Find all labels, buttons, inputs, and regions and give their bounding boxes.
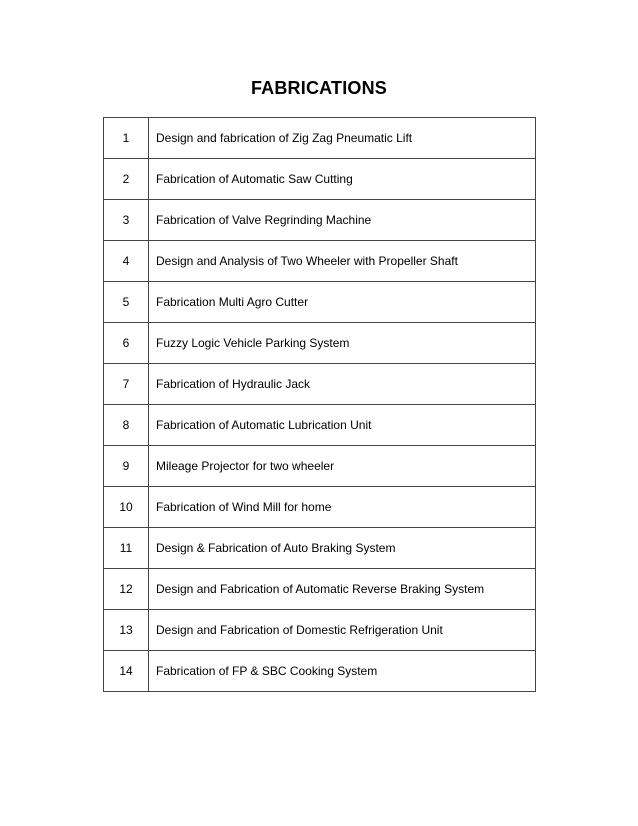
- table-row: [104, 323, 536, 364]
- table-row: [104, 159, 536, 200]
- row-description: Design and Fabrication of Automatic Reverse Braking System: [149, 569, 536, 610]
- row-description: Fabrication of Wind Mill for home: [149, 487, 536, 528]
- page-title: FABRICATIONS: [250, 78, 388, 98]
- row-description: Fabrication of Hydraulic Jack: [149, 364, 536, 405]
- table-row: [104, 446, 536, 487]
- row-description: Fabrication of Valve Regrinding Machine: [149, 200, 536, 241]
- row-number: 14: [104, 651, 149, 692]
- row-description: Fabrication of Automatic Lubrication Unit: [149, 405, 536, 446]
- row-description: Design and Fabrication of Domestic Refrigeration Unit: [149, 610, 536, 651]
- table-row: [104, 282, 536, 323]
- table-row: [104, 200, 536, 241]
- table-row: [104, 405, 536, 446]
- row-description: Fabrication of FP & SBC Cooking System: [149, 651, 536, 692]
- row-number: 7: [104, 364, 149, 405]
- row-description: Design and fabrication of Zig Zag Pneumatic Lift: [149, 118, 536, 159]
- row-number: 12: [104, 569, 149, 610]
- row-number: 13: [104, 610, 149, 651]
- row-number: 4: [104, 241, 149, 282]
- row-number: 3: [104, 200, 149, 241]
- row-description: Design & Fabrication of Auto Braking System: [149, 528, 536, 569]
- row-number: 5: [104, 282, 149, 323]
- table-row: [104, 651, 536, 692]
- row-description: Fabrication Multi Agro Cutter: [149, 282, 536, 323]
- row-number: 11: [104, 528, 149, 569]
- row-number: 9: [104, 446, 149, 487]
- row-description: Mileage Projector for two wheeler: [149, 446, 536, 487]
- table-row: [104, 487, 536, 528]
- row-number: 1: [104, 118, 149, 159]
- fabrications-table: [103, 117, 536, 692]
- table-row: [104, 528, 536, 569]
- row-description: Fabrication of Automatic Saw Cutting: [149, 159, 536, 200]
- table-row: [104, 364, 536, 405]
- fabrications-table-body: [104, 118, 536, 692]
- row-number: 8: [104, 405, 149, 446]
- table-row: [104, 118, 536, 159]
- table-row: [104, 569, 536, 610]
- row-number: 2: [104, 159, 149, 200]
- row-number: 10: [104, 487, 149, 528]
- row-description: Fuzzy Logic Vehicle Parking System: [149, 323, 536, 364]
- row-description: Design and Analysis of Two Wheeler with Propeller Shaft: [149, 241, 536, 282]
- table-row: [104, 241, 536, 282]
- row-number: 6: [104, 323, 149, 364]
- table-row: [104, 610, 536, 651]
